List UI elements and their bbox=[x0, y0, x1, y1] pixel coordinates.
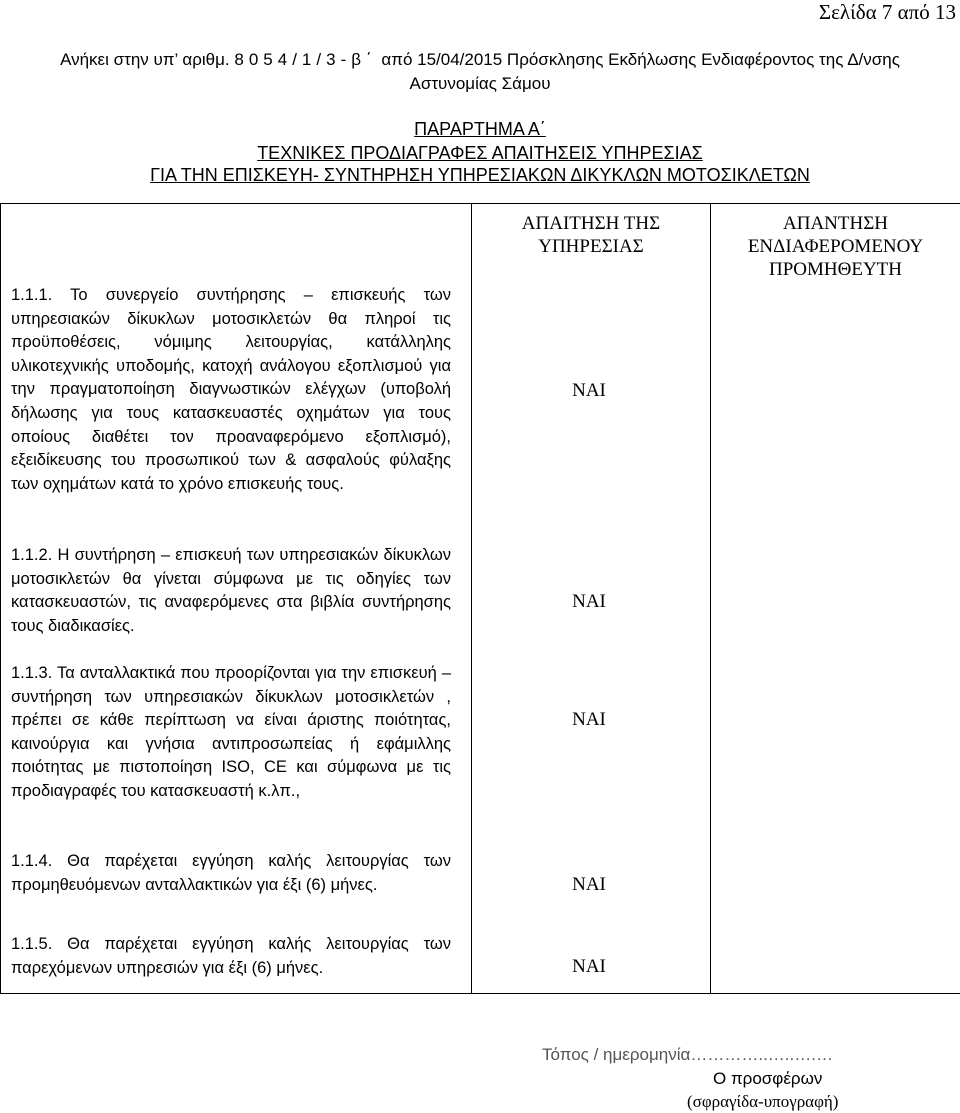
place-date-field: Τόπος / ημερομηνία…………..…..….… bbox=[542, 1045, 833, 1064]
requirement-item-3: 1.1.3. Τα ανταλλακτικά που προορίζονται για την επισκευή – συντήρηση των υπηρεσιακών δίκυκλων μοτοσικλετών , πρέπει σε κάθε περίπτωση να είναι άριστης ποιότητας, καινούργια και γνήσια αντιπροσωπείας ή εφάμιλλης ποιότητας με πιστοποίηση ISO, CE και σύμφωνα με τις προδιαγραφές του κατασκευαστή κ.λπ., bbox=[11, 664, 451, 800]
reference-line-2: Αστυνομίας Σάμου bbox=[409, 74, 551, 93]
response-header-line: ΑΠΑΝΤΗΣΗ bbox=[783, 213, 888, 234]
requirement-item-4: 1.1.4. Θα παρέχεται εγγύηση καλής λειτουργίας των προμηθευόμενων ανταλλακτικών για έξι (6) μήνες. bbox=[11, 852, 451, 894]
requirement-item-5: 1.1.5. Θα παρέχεται εγγύηση καλής λειτουργίας των παρεχόμενων υπηρεσιών για έξι (6) μήνες. bbox=[11, 935, 451, 977]
requirement-answer-4: ΝΑΙ bbox=[572, 874, 606, 895]
requirement-answer-3: ΝΑΙ bbox=[572, 709, 606, 730]
requirement-item-1: 1.1.1. Το συνεργείο συντήρησης – επισκευής των υπηρεσιακών δίκυκλων μοτοσικλετών θα πληροί τις προϋποθέσεις, νόμιμης λειτουργίας, κατάλληλης υλικοτεχνικής υποδομής, κατοχή ανάλογου εξοπλισμού για την πραγματοποίηση διαγνωστικών ελέγχων (υποβολή δήλωσης για τους κατασκευαστές οχημάτων για τους οποίους διαθέτει τον προαναφερόμενο εξοπλισμό), εξειδίκευσης του προσωπικού των & ασφαλούς φύλαξης των οχημάτων κατά το χρόνο επισκευής τους. bbox=[11, 286, 451, 493]
response-header-line: ΕΝΔΙΑΦΕΡΟΜΕΝΟΥ bbox=[747, 236, 924, 257]
response-header-line: ΠΡΟΜΗΘΕΥΤΗ bbox=[769, 259, 902, 280]
seal-signature-label: (σφραγίδα-υπογραφή) bbox=[687, 1092, 839, 1111]
annex-heading: ΠΑΡΑΡΤΗΜΑ Α΄ bbox=[414, 119, 546, 139]
subject-heading: ΓΙΑ ΤΗΝ ΕΠΙΣΚΕΥΗ- ΣΥΝΤΗΡΗΣΗ ΥΠΗΡΕΣΙΑΚΩΝ ΔΙΚΥΚΛΩΝ ΜΟΤΟΣΙΚΛΕΤΩΝ bbox=[150, 165, 810, 185]
requirement-answer-2: ΝΑΙ bbox=[572, 591, 606, 612]
bidder-label: Ο προσφέρων bbox=[713, 1069, 823, 1088]
reference-code: 8054/1/3-β΄ bbox=[234, 50, 377, 69]
reference-prefix: Ανήκει στην υπ’ αριθμ. bbox=[60, 50, 235, 69]
requirement-header-line: ΥΠΗΡΕΣΙΑΣ bbox=[538, 236, 644, 257]
page-number: Σελίδα 7 από 13 bbox=[818, 0, 956, 24]
requirement-header-line: ΑΠΑΙΤΗΣΗ ΤΗΣ bbox=[521, 213, 661, 234]
response-column-header bbox=[711, 204, 960, 994]
reference-line bbox=[0, 50, 960, 70]
reference-suffix: από 15/04/2015 Πρόσκλησης Εκδήλωσης Ενδιαφέροντος της Δ/νσης bbox=[376, 50, 900, 69]
requirement-answer-5: ΝΑΙ bbox=[572, 956, 606, 977]
specs-heading: ΤΕΧΝΙΚΕΣ ΠΡΟΔΙΑΓΡΑΦΕΣ ΑΠΑΙΤΗΣΕΙΣ ΥΠΗΡΕΣΙΑΣ bbox=[257, 143, 703, 163]
requirement-item-2: 1.1.2. Η συντήρηση – επισκευή των υπηρεσιακών δίκυκλων μοτοσικλετών θα γίνεται σύμφωνα με τις οδηγίες των κατασκευαστών, τις αναφερόμενες στα βιβλία συντήρησης τους διαδικασίες. bbox=[11, 546, 451, 635]
requirement-answer-1: ΝΑΙ bbox=[572, 380, 606, 401]
